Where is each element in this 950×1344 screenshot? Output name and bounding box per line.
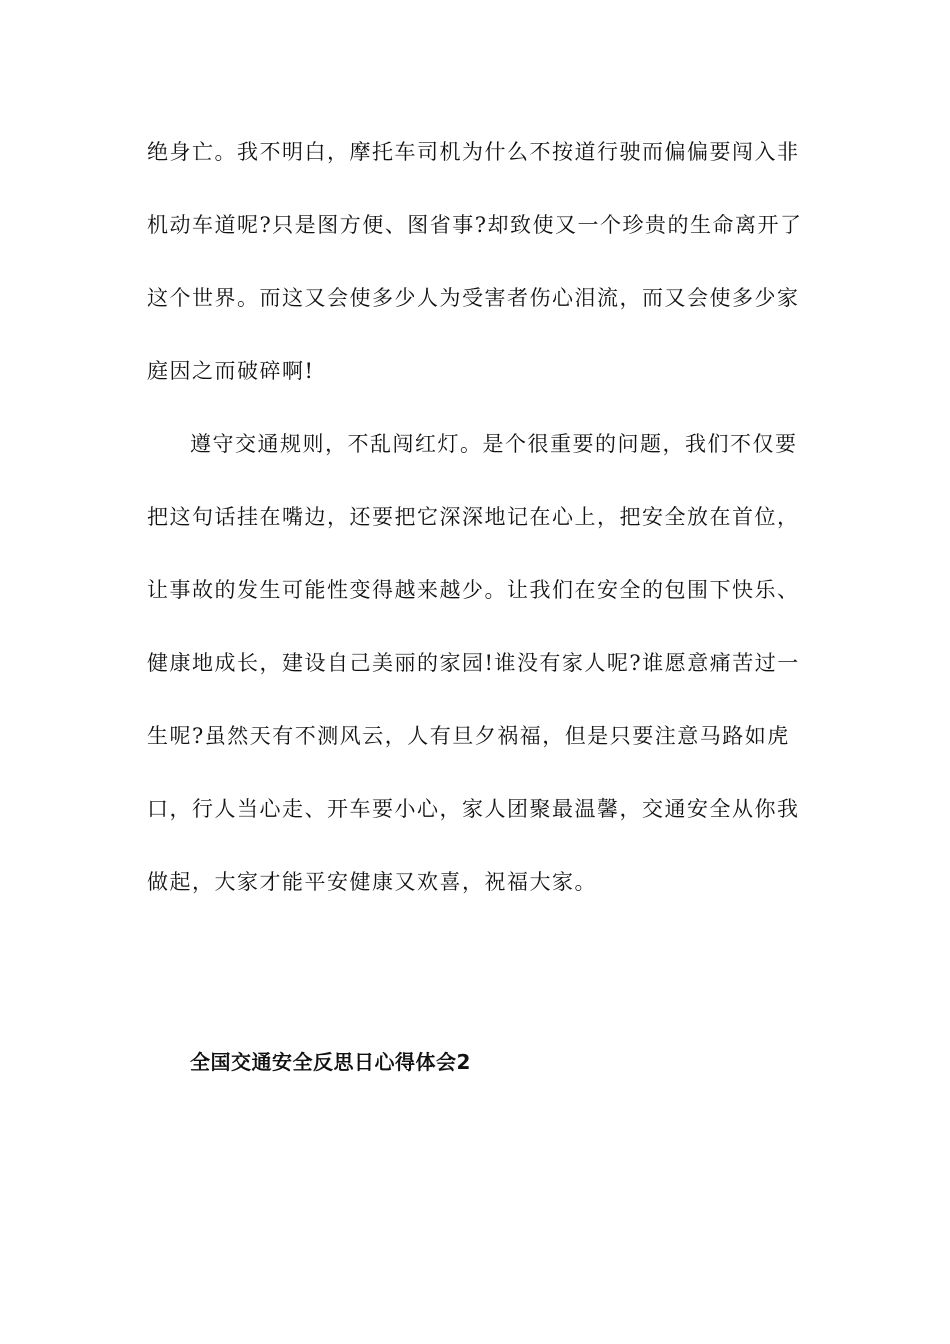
paragraph-line: 生呢?虽然天有不测风云，人有旦夕祸福，但是只要注意马路如虎 <box>147 724 790 748</box>
paragraph-line: 做起，大家才能平安健康又欢喜，祝福大家。 <box>147 870 597 894</box>
paragraph-line: 让事故的发生可能性变得越来越少。让我们在安全的包围下快乐、 <box>147 578 800 602</box>
paragraph-line: 这个世界。而这又会使多少人为受害者伤心泪流，而又会使多少家 <box>147 286 800 310</box>
paragraph-2 <box>147 408 800 919</box>
paragraph-1 <box>147 116 803 408</box>
paragraph-line: 遵守交通规则，不乱闯红灯。是个很重要的问题，我们不仅要 <box>190 432 798 456</box>
paragraph-line: 健康地成长，建设自己美丽的家园!谁没有家人呢?谁愿意痛苦过一 <box>147 651 800 675</box>
paragraph-line: 把这句话挂在嘴边，还要把它深深地记在心上，把安全放在首位， <box>147 505 800 529</box>
paragraph-line: 口，行人当心走、开车要小心，家人团聚最温馨，交通安全从你我 <box>147 797 800 821</box>
section-heading: 全国交通安全反思日心得体会2 <box>190 1050 471 1074</box>
paragraph-line: 庭因之而破碎啊! <box>147 359 315 383</box>
paragraph-line: 绝身亡。我不明白，摩托车司机为什么不按道行驶而偏偏要闯入非 <box>147 140 800 164</box>
paragraph-line: 机动车道呢?只是图方便、图省事?却致使又一个珍贵的生命离开了 <box>147 213 803 237</box>
